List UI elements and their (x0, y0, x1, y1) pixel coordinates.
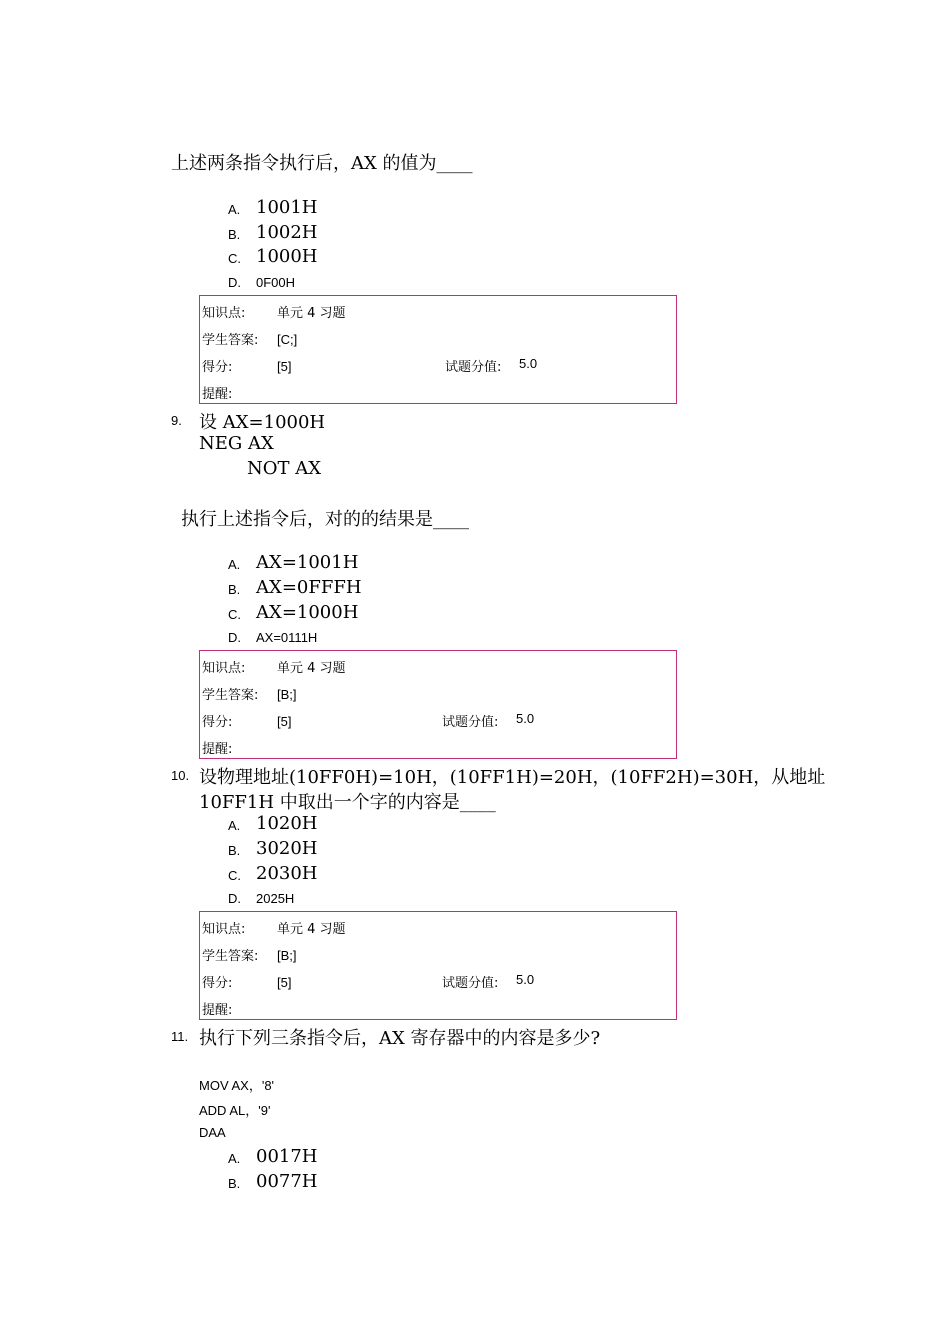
q8-option-a[interactable]: 1001H (256, 197, 318, 218)
q11-text: 执行下列三条指令后，AX 寄存器中的内容是多少? (199, 1028, 601, 1049)
points-label: 试题分值: (445, 360, 502, 375)
score-label: 得分: (202, 360, 233, 375)
q11-code-line-1: MOV AX，'8' (199, 1078, 275, 1093)
q9-line-1: 设 AX=1000H (199, 412, 326, 433)
score-value: [5] (277, 714, 292, 729)
q11-code-line-2: ADD AL，'9' (199, 1103, 271, 1118)
student-answer-value: [B;] (277, 948, 297, 963)
q10-line-2: 10FF1H 中取出一个字的内容是____ (199, 792, 496, 813)
q10-option-c-letter: C. (228, 868, 241, 883)
q11-code-line-3: DAA (199, 1125, 226, 1140)
points-value: 5.0 (516, 972, 535, 987)
q11-option-b-letter: B. (228, 1176, 241, 1191)
q10-option-b[interactable]: 3020H (256, 838, 318, 859)
knowledge-value: 单元 4 习题 (277, 306, 346, 321)
student-answer-value: [B;] (277, 687, 297, 702)
q11-option-b[interactable]: 0077H (256, 1171, 318, 1192)
q8-option-b-letter: B. (228, 227, 241, 242)
knowledge-label: 知识点: (202, 306, 246, 321)
score-value: [5] (277, 975, 292, 990)
q8-option-a-letter: A. (228, 202, 241, 217)
knowledge-value: 单元 4 习题 (277, 922, 346, 937)
q9-number: 9. (171, 413, 182, 428)
q10-info-box (199, 911, 677, 1020)
q10-option-d-letter: D. (228, 891, 241, 906)
student-answer-label: 学生答案: (202, 688, 259, 703)
q9-info-box (199, 650, 677, 759)
q11-option-a[interactable]: 0017H (256, 1146, 318, 1167)
q8-option-b[interactable]: 1002H (256, 222, 318, 243)
q10-option-d[interactable]: 2025H (256, 891, 295, 906)
q10-option-a-letter: A. (228, 818, 241, 833)
q9-option-c-letter: C. (228, 607, 241, 622)
q9-option-d[interactable]: AX=0111H (256, 630, 318, 645)
points-value: 5.0 (516, 711, 535, 726)
q9-option-a[interactable]: AX=1001H (256, 552, 359, 573)
student-answer-label: 学生答案: (202, 949, 259, 964)
q9-line-3: NOT AX (247, 458, 322, 479)
q9-option-b-letter: B. (228, 582, 241, 597)
knowledge-label: 知识点: (202, 661, 246, 676)
points-label: 试题分值: (442, 976, 499, 991)
q9-option-a-letter: A. (228, 557, 241, 572)
student-answer-value: [C;] (277, 332, 298, 347)
q9-option-b[interactable]: AX=0FFFH (256, 577, 362, 598)
q8-prompt: 上述两条指令执行后，AX 的值为____ (171, 153, 473, 174)
hint-label: 提醒: (202, 387, 233, 402)
student-answer-label: 学生答案: (202, 333, 259, 348)
q10-line-1: 设物理地址(10FF0H)=10H，(10FF1H)=20H，(10FF2H)=30H，从地址 (199, 767, 826, 788)
q8-option-d[interactable]: 0F00H (256, 275, 296, 290)
points-value: 5.0 (519, 356, 538, 371)
q9-option-c[interactable]: AX=1000H (256, 602, 359, 623)
knowledge-value: 单元 4 习题 (277, 661, 346, 676)
q9-prompt: 执行上述指令后，对的的结果是____ (181, 509, 469, 530)
q10-option-c[interactable]: 2030H (256, 863, 318, 884)
hint-label: 提醒: (202, 1003, 233, 1018)
score-label: 得分: (202, 976, 233, 991)
points-label: 试题分值: (442, 715, 499, 730)
q10-option-b-letter: B. (228, 843, 241, 858)
score-value: [5] (277, 359, 292, 374)
q10-number: 10. (171, 768, 190, 783)
q9-option-d-letter: D. (228, 630, 241, 645)
knowledge-label: 知识点: (202, 922, 246, 937)
q8-option-d-letter: D. (228, 275, 241, 290)
q11-option-a-letter: A. (228, 1151, 241, 1166)
hint-label: 提醒: (202, 742, 233, 757)
q9-line-2: NEG AX (199, 433, 274, 454)
q11-number: 11. (171, 1029, 189, 1044)
q8-option-c[interactable]: 1000H (256, 246, 318, 267)
score-label: 得分: (202, 715, 233, 730)
q8-info-box (199, 295, 677, 404)
q10-option-a[interactable]: 1020H (256, 813, 318, 834)
q8-option-c-letter: C. (228, 251, 241, 266)
